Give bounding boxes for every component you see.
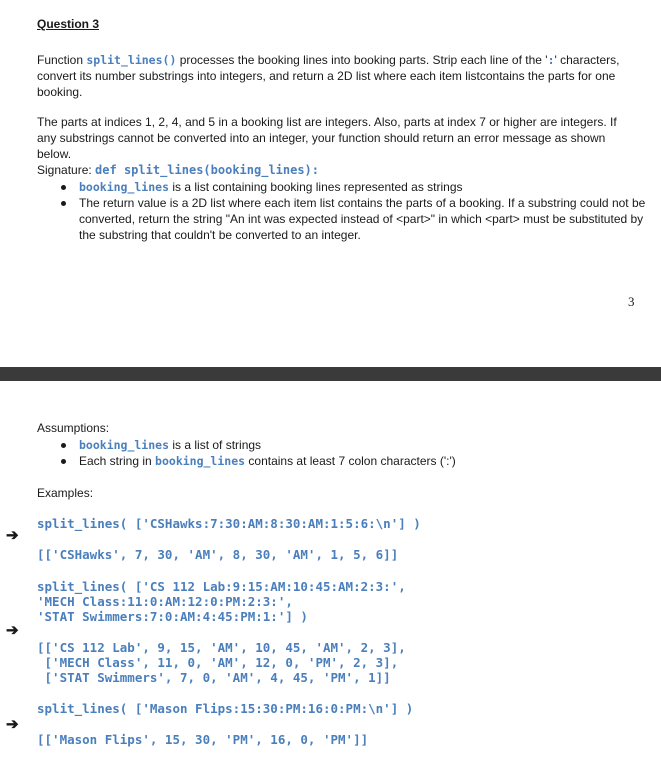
example-call: split_lines( ['CS 112 Lab:9:15:AM:10:45:AM:2:3:',: [37, 579, 406, 594]
example-result: [['CS 112 Lab', 9, 15, 'AM', 10, 45, 'AM', 2, 3],: [37, 640, 406, 655]
signature-line: [37, 162, 637, 178]
example-call: split_lines( ['CSHawks:7:30:AM:8:30:AM:1:5:6:\n'] ): [37, 516, 421, 531]
example-result: ['MECH Class', 11, 0, 'AM', 12, 0, 'PM', 2, 3],: [37, 655, 399, 670]
intro-rest: ' characters, convert its number substrings into integers, and return a 2D list where each item listcontains the parts for one booking.: [37, 53, 620, 99]
signature-label: Signature:: [37, 163, 96, 177]
bullet-dot: [61, 459, 66, 464]
page-divider: [0, 367, 661, 381]
bullet-text: The return value is a 2D list where each item list contains the parts of a booking. If a substring could not be converted, return the string "An int was expected instead of <part>" in which <part> must be substituted by the substring that couldn't be converted to an integer.: [79, 196, 646, 242]
assumption-text: contains at least 7 colon characters (':'): [245, 454, 456, 468]
example-call: 'MECH Class:11:0:AM:12:0:PM:2:3:',: [37, 594, 293, 609]
example-result: [['Mason Flips', 15, 30, 'PM', 16, 0, 'PM']]: [37, 732, 369, 747]
assumptions-title: Assumptions:: [37, 421, 110, 435]
intro-paragraph: [37, 52, 637, 100]
assumption-lead: Each string in: [79, 454, 156, 468]
document-page-1: [0, 0, 661, 367]
examples-title: Examples:: [37, 486, 94, 500]
assumption-item: [37, 453, 647, 469]
bullet-dot: [61, 201, 66, 206]
bullet-text: is a list containing booking lines represented as strings: [169, 180, 463, 194]
arrow-icon: ➔: [6, 527, 19, 544]
param-name: booking_lines: [79, 180, 170, 194]
assumption-text: is a list of strings: [169, 438, 262, 452]
bullet-item: [37, 195, 647, 243]
arrow-icon: ➔: [6, 716, 19, 733]
page-number: 3: [628, 294, 635, 309]
document-page-2: [0, 381, 661, 764]
assumptions-list: [37, 437, 647, 469]
example-result: [['CSHawks', 7, 30, 'AM', 8, 30, 'AM', 1, 5, 6]]: [37, 547, 399, 562]
example-result: ['STAT Swimmers', 7, 0, 'AM', 4, 45, 'PM', 1]]: [37, 670, 391, 685]
question-heading: Question 3: [37, 17, 100, 31]
example-call: split_lines( ['Mason Flips:15:30:PM:16:0:PM:\n'] ): [37, 701, 414, 716]
example-call: 'STAT Swimmers:7:0:AM:4:45:PM:1:'] ): [37, 609, 308, 624]
intro-middle: processes the booking lines into booking parts. Strip each line of the ': [176, 53, 548, 67]
parts-paragraph: The parts at indices 1, 2, 4, and 5 in a booking list are integers. Also, parts at index 7 or higher are integers. If any substrings cannot be converted into an integer, your function should return an error message as shown below.: [37, 115, 617, 161]
colon-char: :: [547, 53, 555, 67]
assumption-item: [37, 437, 647, 453]
signature-code: def split_lines(booking_lines):: [95, 163, 320, 177]
signature-bullets: [37, 179, 647, 243]
bullet-dot: [61, 185, 66, 190]
intro-lead: Function: [37, 53, 87, 67]
function-name: split_lines(): [86, 53, 177, 67]
arrow-icon: ➔: [6, 622, 19, 639]
bullet-item: [37, 179, 647, 195]
param-name: booking_lines: [79, 438, 170, 452]
param-name: booking_lines: [155, 454, 246, 468]
bullet-dot: [61, 443, 66, 448]
